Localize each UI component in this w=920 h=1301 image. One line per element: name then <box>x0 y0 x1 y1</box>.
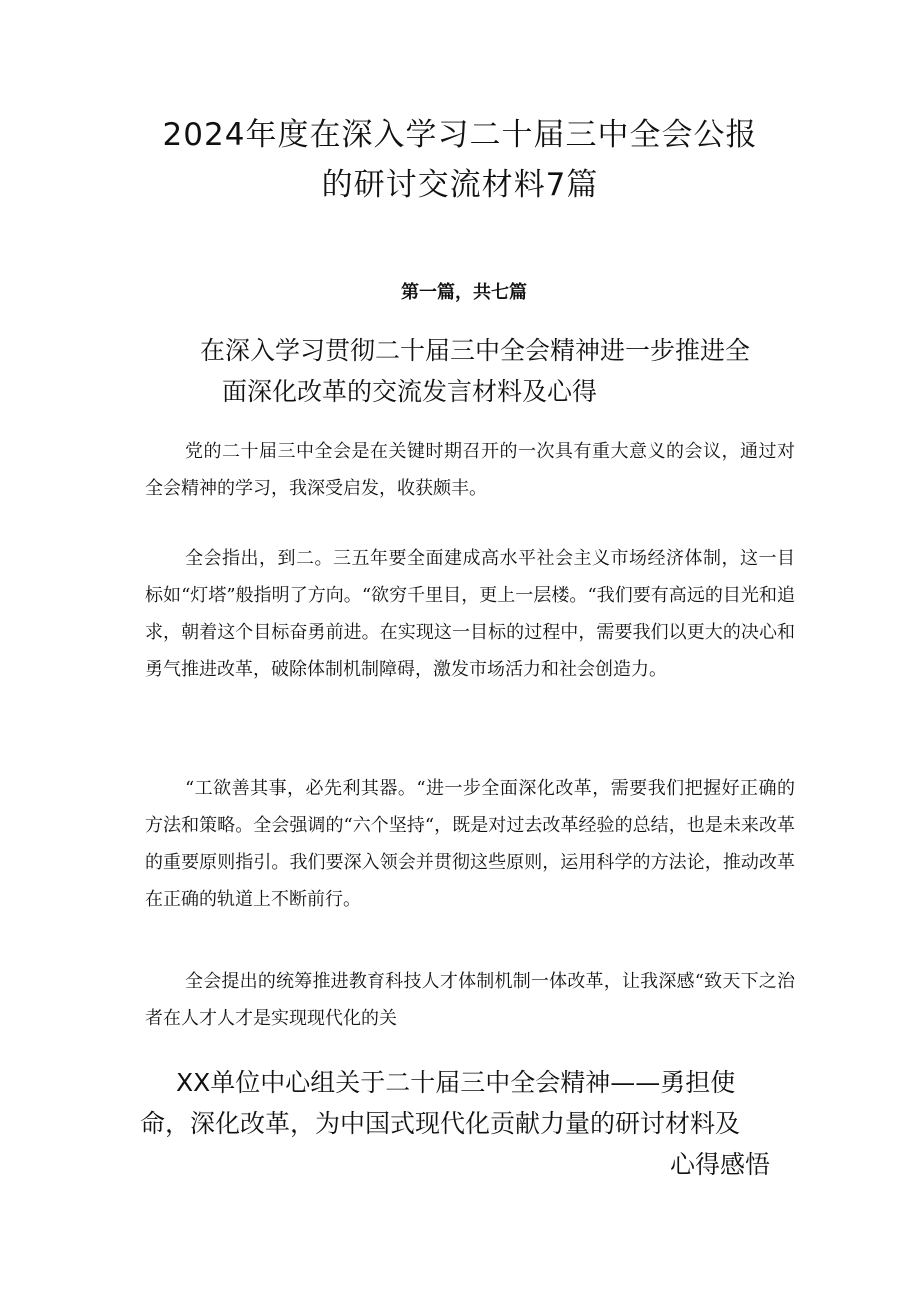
article2-heading-line2: 命，深化改革，为中国式现代化贡献力量的研讨材料及 <box>140 1109 741 1138</box>
section-label: 第一篇，共七篇 <box>401 282 527 303</box>
document-title-line2: 的研讨交流材料7篇 <box>321 167 599 203</box>
article2-heading-line3: 心得感悟 <box>669 1150 770 1179</box>
article2-heading <box>140 1062 780 1185</box>
article2-heading-line1: XX单位中心组关于二十届三中全会精神——勇担使 <box>176 1068 736 1097</box>
article1-paragraph-1: 党的二十届三中全会是在关键时期召开的一次具有重大意义的会议，通过对全会精神的学习，我深受启发，收获颇丰。 <box>145 441 795 499</box>
article1-paragraph-4: 全会提出的统筹推进教育科技人才体制机制一体改革，让我深感“致天下之治者在人才人才是实现现代化的关 <box>145 971 795 1029</box>
article1-heading <box>200 330 800 412</box>
document-title <box>140 110 780 210</box>
document-title-line1: 2024年度在深入学习二十届三中全会公报 <box>162 117 758 153</box>
article1-heading-line1: 在深入学习贯彻二十届三中全会精神进一步推进全 <box>200 336 751 365</box>
article1-paragraph-2: 全会指出，到二。三五年要全面建成高水平社会主义市场经济体制，这一目标如“灯塔”般指明了方向。“欲穷千里目，更上一层楼。“我们要有高远的目光和追求，朝着这个目标奋勇前进。在实现这一目标的过程中，需要我们以更大的决心和勇气推进改革，破除体制机制障碍，激发市场活力和社会创造力。 <box>145 548 795 680</box>
article1-paragraph-3: “工欲善其事，必先利其器。“进一步全面深化改革，需要我们把握好正确的方法和策略。全会强调的“六个坚持“，既是对过去改革经验的总结，也是未来改革的重要原则指引。我们要深入领会并贯彻这些原则，运用科学的方法论，推动改革在正确的轨道上不断前行。 <box>145 778 795 910</box>
article1-heading-line2: 面深化改革的交流发言材料及心得 <box>222 377 598 406</box>
